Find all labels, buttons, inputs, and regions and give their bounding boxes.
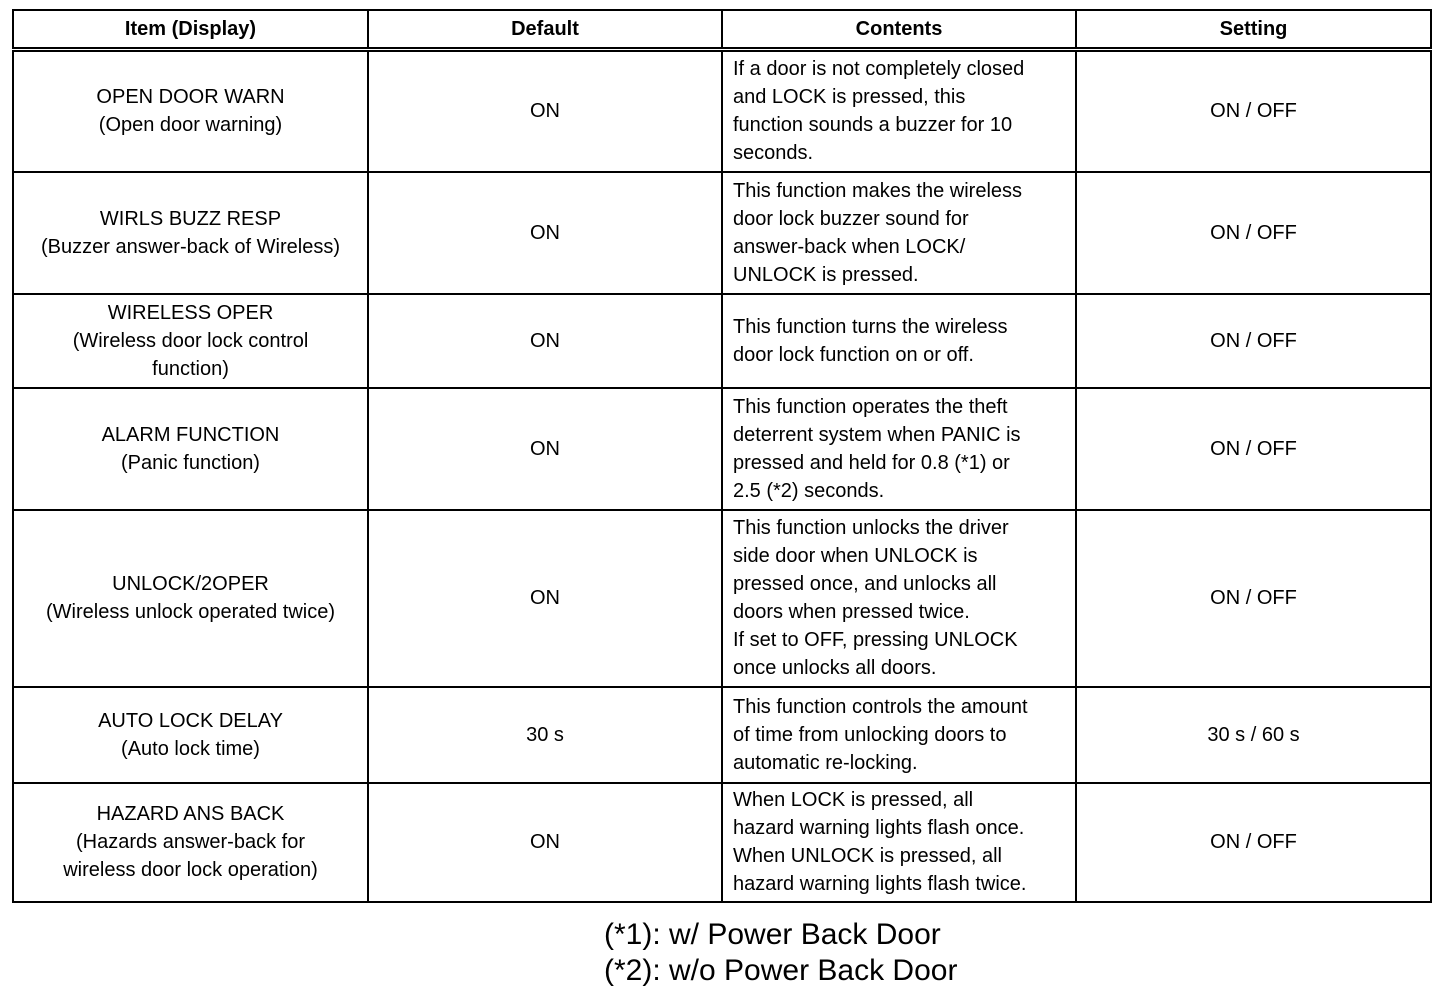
table-row <box>13 783 1431 902</box>
item-cell <box>13 172 368 294</box>
contents-cell <box>722 172 1076 294</box>
default-cell: ON <box>368 388 722 510</box>
contents-line: When UNLOCK is pressed, all <box>733 845 1002 867</box>
setting-cell: ON / OFF <box>1076 50 1431 172</box>
contents-line: This function unlocks the driver <box>733 517 1009 539</box>
item-cell <box>13 687 368 783</box>
item-cell <box>13 783 368 902</box>
contents-line: function sounds a buzzer for 10 <box>733 114 1013 137</box>
contents-cell <box>722 687 1076 783</box>
item-display-name: WIRELESS OPER <box>107 301 274 324</box>
setting-cell: ON / OFF <box>1076 783 1431 902</box>
default-cell: ON <box>368 294 722 388</box>
contents-line: hazard warning lights flash once. <box>733 817 1025 839</box>
item-cell <box>13 50 368 172</box>
item-display-name: OPEN DOOR WARN <box>96 86 285 109</box>
setting-cell: ON / OFF <box>1076 172 1431 294</box>
footnotes <box>604 917 957 989</box>
contents-line: If a door is not completely closed <box>733 58 1025 81</box>
setting-cell: ON / OFF <box>1076 510 1431 687</box>
default-cell: 30 s <box>368 687 722 783</box>
contents-cell <box>722 388 1076 510</box>
default-cell: ON <box>368 783 722 902</box>
default-cell: ON <box>368 510 722 687</box>
contents-line: seconds. <box>733 142 814 165</box>
item-display-name: UNLOCK/2OPER <box>112 573 269 595</box>
table-row <box>13 388 1431 510</box>
item-description: (Wireless unlock operated twice) <box>46 601 335 623</box>
footnote-2: (*2): w/o Power Back Door <box>604 954 958 987</box>
contents-line: This function makes the wireless <box>733 179 1023 202</box>
table-row <box>13 687 1431 783</box>
item-display-name: WIRLS BUZZ RESP <box>99 207 282 230</box>
setting-cell: ON / OFF <box>1076 294 1431 388</box>
contents-line: If set to OFF, pressing UNLOCK <box>733 629 1018 651</box>
contents-line: of time from unlocking doors to <box>733 723 1007 746</box>
contents-line: 2.5 (*2) seconds. <box>733 479 885 502</box>
contents-cell <box>722 50 1076 172</box>
contents-line: hazard warning lights flash twice. <box>733 873 1027 895</box>
contents-line: When LOCK is pressed, all <box>733 789 974 811</box>
contents-line: answer-back when LOCK/ <box>733 235 966 258</box>
contents-line: UNLOCK is pressed. <box>733 263 919 286</box>
contents-line: doors when pressed twice. <box>733 601 970 623</box>
table-row <box>13 50 1431 172</box>
header-setting: Setting <box>1076 10 1431 50</box>
item-description: function) <box>152 357 229 380</box>
header-default: Default <box>368 10 722 50</box>
item-description: (Buzzer answer-back of Wireless) <box>41 235 340 258</box>
item-display-name: ALARM FUNCTION <box>101 423 280 446</box>
contents-cell <box>722 783 1076 902</box>
default-cell: ON <box>368 50 722 172</box>
customize-settings-table <box>12 9 1432 903</box>
item-description: (Hazards answer-back for <box>76 831 305 853</box>
item-cell <box>13 510 368 687</box>
table-row <box>13 510 1431 687</box>
item-description: (Auto lock time) <box>121 737 260 760</box>
setting-cell: 30 s / 60 s <box>1076 687 1431 783</box>
contents-line: door lock function on or off. <box>733 343 974 366</box>
item-description: (Wireless door lock control <box>72 329 309 352</box>
contents-line: deterrent system when PANIC is <box>733 423 1021 446</box>
item-cell <box>13 294 368 388</box>
header-item-display: Item (Display) <box>13 10 368 50</box>
contents-line: and LOCK is pressed, this <box>733 86 966 109</box>
contents-cell <box>722 294 1076 388</box>
setting-cell: ON / OFF <box>1076 388 1431 510</box>
table-row <box>13 294 1431 388</box>
item-display-name: HAZARD ANS BACK <box>96 803 285 825</box>
item-display-name: AUTO LOCK DELAY <box>98 709 283 732</box>
contents-line: side door when UNLOCK is <box>733 545 978 567</box>
contents-line: pressed and held for 0.8 (*1) or <box>733 451 1010 474</box>
contents-line: once unlocks all doors. <box>733 657 937 679</box>
contents-line: automatic re-locking. <box>733 751 918 774</box>
contents-line: pressed once, and unlocks all <box>733 573 997 595</box>
table-row <box>13 172 1431 294</box>
header-contents: Contents <box>722 10 1076 50</box>
table-header-row <box>13 10 1431 50</box>
contents-cell <box>722 510 1076 687</box>
footnote-1: (*1): w/ Power Back Door <box>604 918 941 951</box>
contents-line: This function turns the wireless <box>733 315 1008 338</box>
item-description: (Open door warning) <box>98 114 283 137</box>
item-description: wireless door lock operation) <box>63 859 318 881</box>
contents-line: This function controls the amount <box>733 695 1028 718</box>
item-description: (Panic function) <box>121 451 260 474</box>
item-cell <box>13 388 368 510</box>
contents-line: This function operates the theft <box>733 395 1008 418</box>
default-cell: ON <box>368 172 722 294</box>
contents-line: door lock buzzer sound for <box>733 207 969 230</box>
